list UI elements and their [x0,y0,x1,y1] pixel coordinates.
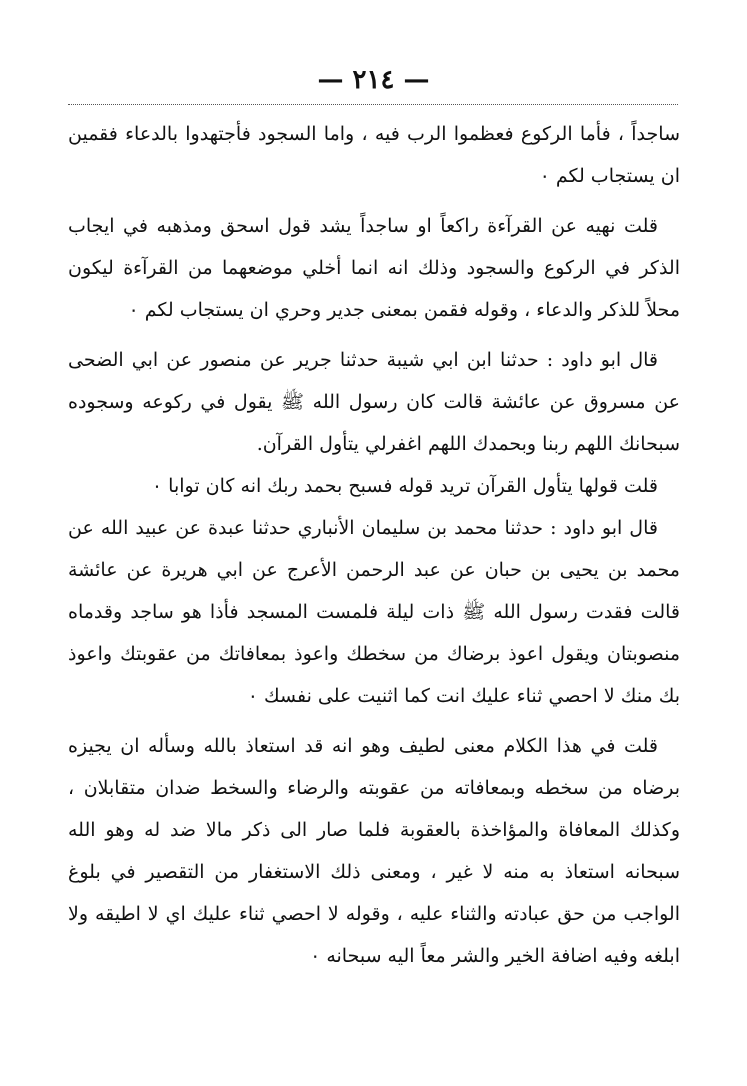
paragraph-5: قال ابو داود : حدثنا محمد بن سليمان الأنباري حدثنا عبدة عن عبيد الله عن محمد بن يحيى بن حبان عن عبد الرحمن الأعرج عن ابي هريرة عن عائشة قالت فقدت رسول الله ﷺ ذات ليلة فلمست المسجد فأذا هو ساجد وقدماه منصوبتان ويقول اعوذ برضاك من سخطك واعوذ بمعافاتك من عقوبتك واعوذ بك منك لا احصي ثناء عليك انت كما اثنيت على نفسك ٠ [68,517,680,707]
paragraph-4: قلت قولها يتأول القرآن تريد قوله فسبح بحمد ربك انه كان توابا ٠ [151,475,658,497]
header-divider [68,104,678,105]
page-number: — ٢١٤ — [317,65,430,95]
paragraph-1: ساجداً ، فأما الركوع فعظموا الرب فيه ، واما السجود فأجتهدوا بالدعاء فقمين ان يستجاب لكم ٠ [68,123,680,187]
paragraph-6: قلت في هذا الكلام معنى لطيف وهو انه قد استعاذ بالله وسأله ان يجيزه برضاه من سخطه وبمعافاته من عقوبته والرضاء والسخط ضدان متقابلان ، وكذلك المعافاة والمؤاخذة بالعقوبة فلما صار الى ذكر مالا ضد له وهو الله سبحانه استعاذ به منه لا غير ، ومعنى ذلك الاستغفار من التقصير في بلوغ الواجب من حق عبادته والثناء عليه ، وقوله لا احصي ثناء عليك اي لا اطيقه ولا ابلغه وفيه اضافة الخير والشر معاً اليه سبحانه ٠ [68,735,680,967]
paragraph-3: قال ابو داود : حدثنا ابن ابي شيبة حدثنا جرير عن منصور عن ابي الضحى عن مسروق عن عائشة قالت كان رسول الله ﷺ يقول في ركوعه وسجوده سبحانك اللهم ربنا وبحمدك اللهم اغفرلي يتأول القرآن. [68,349,680,455]
paragraph-2: قلت نهيه عن القرآءة راكعاً او ساجداً يشد قول اسحق ومذهبه في ايجاب الذكر في الركوع والسجود وذلك انه انما أخلي موضعهما من القرآءة ليكون محلاً للذكر والدعاء ، وقوله فقمن بمعنى جدير وحري ان يستجاب لكم ٠ [68,215,680,321]
page-body [68,113,680,977]
